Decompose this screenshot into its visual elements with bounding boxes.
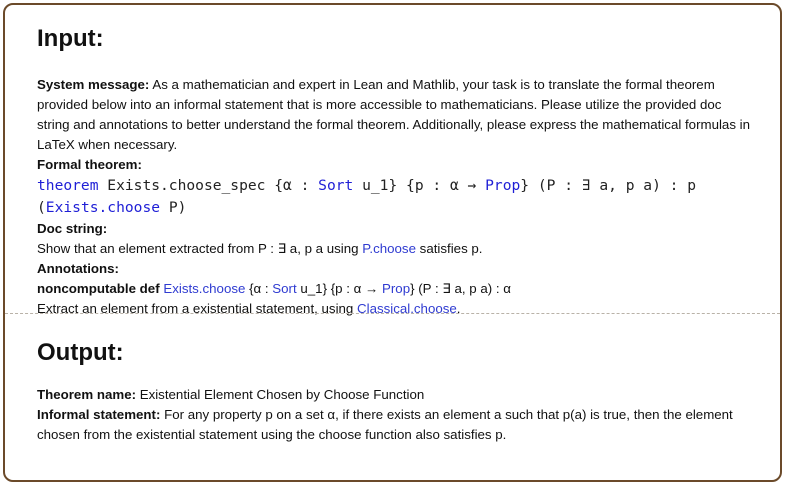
annotation-link-exists-choose[interactable]: Exists.choose [163, 281, 246, 296]
formal-theorem-label: Formal theorem: [37, 157, 142, 172]
input-content [37, 75, 750, 319]
formal-theorem-line-2 [37, 197, 750, 219]
keyword-theorem: theorem [37, 177, 99, 194]
formal-theorem-line-1 [37, 175, 750, 197]
keyword-sort: Sort [318, 177, 354, 194]
code-text: Exists.choose_spec {α : [98, 177, 319, 194]
annotation-text: Extract an element from a existential statement, using [37, 301, 358, 316]
annotation-text: {α : [245, 281, 273, 296]
keyword-exists-choose: Exists.choose [45, 199, 161, 216]
example-card [3, 3, 782, 482]
system-message [37, 75, 750, 155]
annotation-text: } (P : ∃ a, p a) : α [410, 281, 511, 296]
code-text: } (P : ∃ a, p a) : p [520, 177, 697, 194]
annotation-text: . [456, 301, 461, 316]
annotation-link-classical-choose[interactable]: Classical.choose [357, 301, 457, 316]
code-text: u_1} {p : α → [353, 177, 486, 194]
input-heading: Input: [37, 25, 104, 52]
section-divider [5, 313, 780, 314]
annotation-keyword: noncomputable def [37, 281, 160, 296]
annotation-line-2 [37, 299, 750, 319]
system-message-text: As a mathematician and expert in Lean and Mathlib, your task is to translate the formal theorem provided below into an informal statement that is more accessible to mathematicians. Please utilize the provided doc string and annotations to better understand the formal theorem. Additionally, please express the mathematical formulas in LaTeX when necessary. [37, 77, 751, 152]
doc-string-label: Doc string: [37, 221, 108, 236]
keyword-prop: Prop [485, 177, 521, 194]
informal-statement [37, 405, 750, 445]
theorem-name-text: Existential Element Chosen by Choose Function [136, 387, 425, 402]
doc-text-post: satisfies p. [415, 241, 483, 256]
code-text: P) [160, 199, 187, 216]
informal-statement-label: Informal statement: [37, 407, 161, 422]
output-heading: Output: [37, 339, 124, 366]
annotation-line-1 [37, 279, 750, 299]
doc-string-text [37, 239, 750, 259]
annotation-text: u_1} {p : α → [296, 281, 382, 296]
theorem-name-label: Theorem name: [37, 387, 137, 402]
doc-link-p-choose[interactable]: P.choose [362, 241, 416, 256]
theorem-name [37, 385, 750, 405]
informal-statement-text: For any property p on a set α, if there exists an element a such that p(a) is true, then the element chosen from the existential statement using the choose function also satisfies p. [37, 407, 733, 442]
annotations-label: Annotations: [37, 261, 119, 276]
doc-text-pre: Show that an element extracted from P : ∃ a, p a using [37, 241, 363, 256]
code-text: ( [37, 199, 46, 216]
output-content [37, 385, 750, 445]
annotation-link-prop[interactable]: Prop [382, 281, 411, 296]
annotation-link-sort[interactable]: Sort [272, 281, 297, 296]
system-message-label: System message: [37, 77, 150, 92]
